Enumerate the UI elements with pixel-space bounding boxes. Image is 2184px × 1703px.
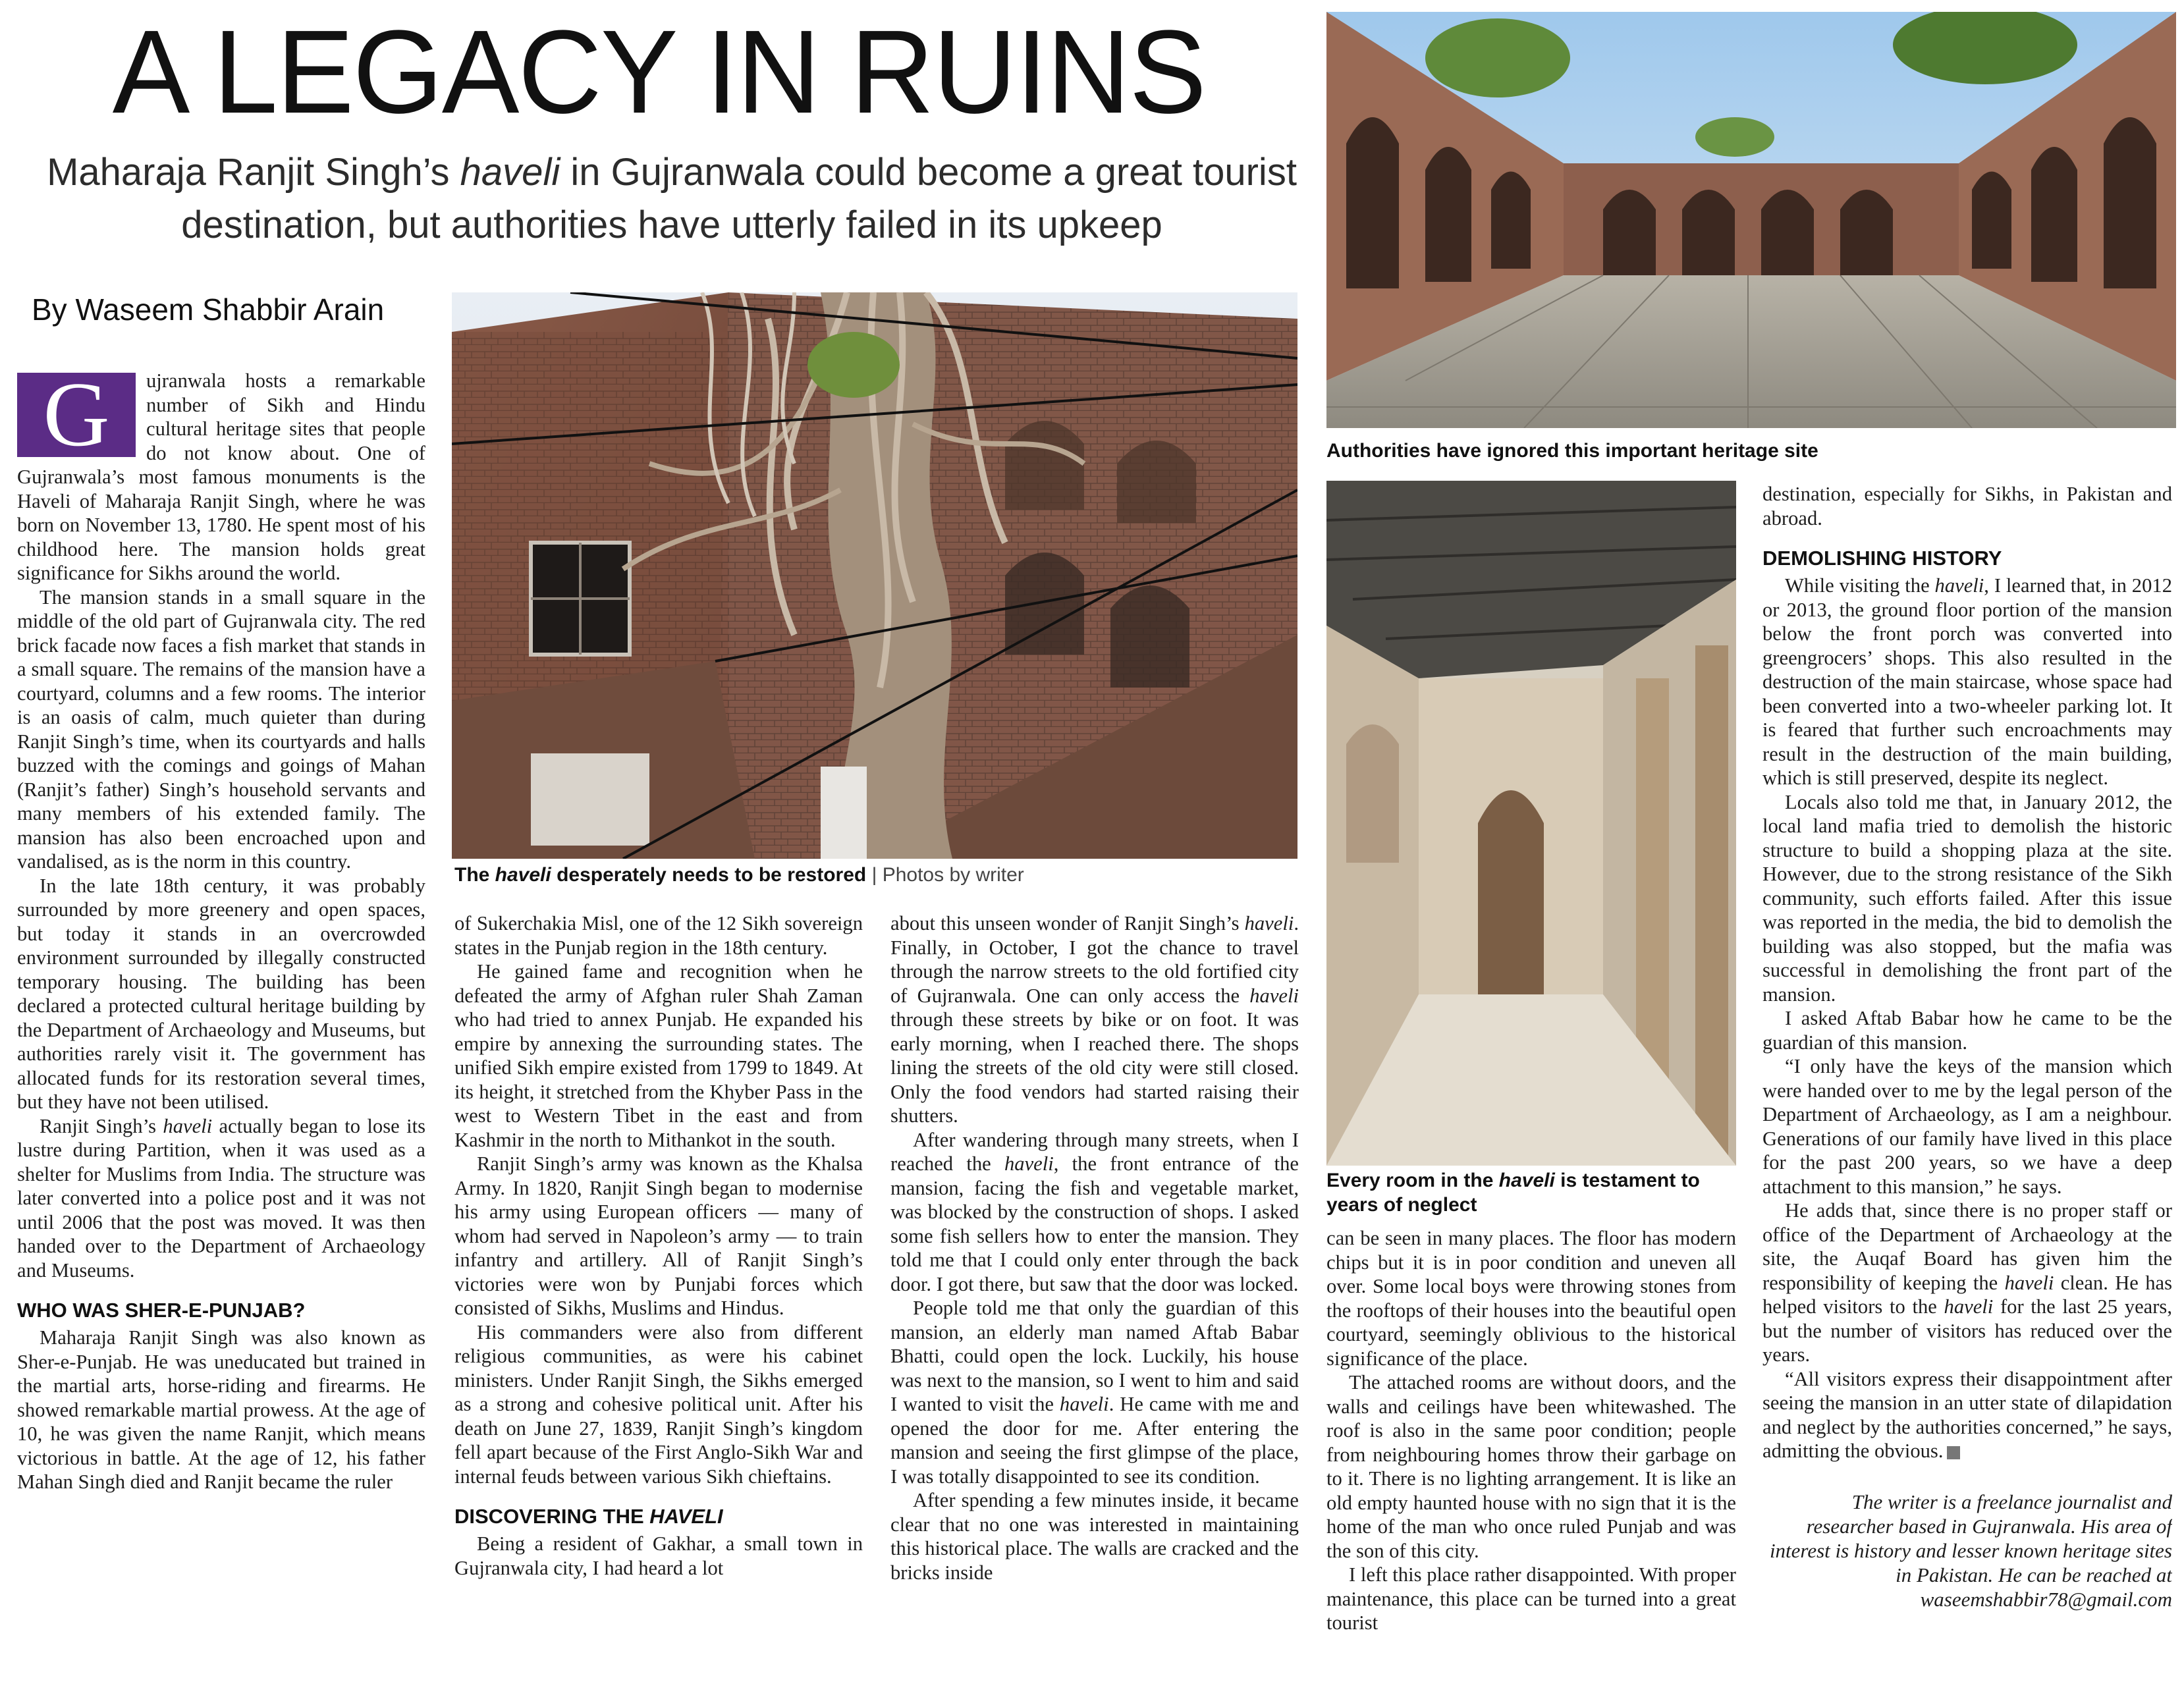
text: While visiting the [1785,574,1935,597]
caption-text: Every room in the [1326,1170,1499,1191]
italic-text: haveli [163,1114,213,1137]
byline: By Waseem Shabbir Arain [32,292,385,327]
italic-text: haveli [1249,984,1299,1007]
courtyard-photo [1326,12,2176,428]
section-heading [454,1504,863,1529]
paragraph [17,1114,425,1283]
room-photo-caption [1326,1168,1736,1217]
text: “All visitors express their disappointment after seeing the mansion in an utter state of dilapidation and neglect by the authorities concerned,” he says, admitting the obvious. [1762,1367,2172,1462]
paragraph: Being a resident of Gakhar, a small town in Gujranwala city, I had heard a lot [454,1532,863,1579]
paragraph [1762,574,2172,790]
paragraph: Locals also told me that, in January 2012, the local land mafia tried to demolish the historic structure to build a shopping plaza at the site. However, due to the strong resistance of the Sikh community, such efforts failed. After this issue was reported in the media, the bid to demolish the building was also stopped, but the mafia was successful in demolishing the front part of the mansion. [1762,790,2172,1006]
caption-italic: haveli [1498,1170,1555,1191]
paragraph: After spending a few minutes inside, it became clear that no one was interested in maintaining this historical place. The walls are cracked and the bricks inside [890,1489,1299,1584]
heading-text: DISCOVERING THE [454,1505,650,1528]
drop-cap: G [17,373,136,457]
subhead-italic: haveli [460,151,560,194]
text: , I learned that, in 2012 or 2013, the ground floor portion of the mansion below the front porch was converted into greengrocers’ shops. This also resulted in the destruction of the main staircase, whose space had been converted into a two-wheeler parking lot. It is feared that further such encroachments may result in the destruction of the main building, which is still preserved, despite its neglect. [1762,574,2172,789]
tree-haveli-illustration [452,292,1297,859]
subhead [26,146,1317,252]
text: He adds that, since there is no proper staff or office of the Department of Archaeology at the site, the Auqaf Board has given him the responsibility of keeping the [1762,1199,2172,1294]
author-bio: The writer is a freelance journalist and researcher based in Gujranwala. His area of interest is history and lesser known heritage sites in Pakistan. He can be reached at waseemshabbir78@gmail.com [1769,1490,2172,1611]
italic-text: haveli [1004,1152,1054,1175]
section-heading: WHO WAS SHER-E-PUNJAB? [17,1299,306,1322]
paragraph: I asked Aftab Babar how he came to be the guardian of this mansion. [1762,1007,2172,1054]
italic-text: haveli [1059,1393,1109,1415]
paragraph: The attached rooms are without doors, and the walls and ceilings have been whitewashed. The roof is also in the same poor condition; people from neighbouring homes throw their garbage on to it. There is no lighting arrangement. It is like an old empty haunted house with no sign that it is the home of the man who once ruled Punjab and was the son of this city. [1326,1371,1736,1562]
italic-text: haveli [1934,574,1984,597]
tree-haveli-photo [452,292,1297,859]
paragraph [890,1296,1299,1488]
italic-text: haveli [1944,1295,1994,1318]
paragraph: destination, especially for Sikhs, in Pakistan and abroad. [1762,483,2172,529]
text: , the front entrance of the mansion, facing the fish and vegetable market, was blocked by the construction of shops. I asked some fish sellers how to enter the mansion. They told me that I could only enter through the back door. I got there, but saw that the door was locked. [890,1152,1299,1295]
caption-text: The [454,864,495,886]
text: People told me that only the guardian of this mansion, an elderly man named Aftab Babar Bhatti, could open the lock. Luckily, his house was next to the mansion, so I went to him and said I wanted to visit the [890,1297,1299,1415]
paragraph: “I only have the keys of the mansion which were handed over to me by the legal person of the Department of Archaeology, as I am a neighbour. Generations of our family have lived in this place for the past 200 years, so we have a deep attachment to this mansion,” he says. [1762,1055,2172,1198]
photo-credit: | Photos by writer [866,864,1024,886]
paragraph [1762,1199,2172,1367]
text: Ranjit Singh’s [40,1114,163,1137]
text: through these streets by bike or on foot. It was early morning, when I reached there. The shops lining the streets of the old city were still closed. Only the food vendors had started raising their shutters. [890,1008,1299,1127]
end-mark-icon [1947,1446,1960,1459]
section-heading: DEMOLISHING HISTORY [1762,547,2002,570]
paragraph [890,911,1299,1128]
courtyard-photo-caption: Authorities have ignored this important heritage site [1326,440,1818,462]
caption-text: desperately needs to be restored [551,864,867,886]
caption-italic: haveli [495,864,551,886]
column-1 [17,369,425,1699]
text: After wandering through many streets, when I reached the [890,1128,1299,1175]
column-3 [890,911,1299,1699]
italic-text: haveli [2004,1271,2054,1294]
paragraph [1762,1367,2172,1463]
column-2 [454,911,863,1699]
paragraph: I left this place rather disappointed. With proper maintenance, this place can be turned into a great tourist [1326,1563,1736,1634]
column-4 [1326,1226,1736,1699]
room-photo [1326,481,1736,1166]
courtyard-illustration [1326,12,2176,428]
text: for the last 25 years, but the number of visitors has reduced over the years. [1762,1295,2172,1366]
paragraph: can be seen in many places. The floor has modern chips but it is in poor condition and uneven all over. Some local boys were throwing stones from the rooftops of their houses into the beautiful open courtyard, seemingly oblivious to the historical significance of the place. [1326,1227,1736,1370]
paragraph: Ranjit Singh’s army was known as the Khalsa Army. In 1820, Ranjit Singh began to modernise his army using European officers — many of whom had served in Napoleon’s army — to train infantry and artillery. All of Ranjit Singh’s victories were won by Punjabi forces which consisted of Sikhs, Muslims and Hindus. [454,1152,863,1319]
subhead-part1: Maharaja Ranjit Singh’s [47,151,460,194]
paragraph: The mansion stands in a small square in the middle of the old part of Gujranwala city. The red brick facade now faces a fish market that stands in a small square. The remains of the mansion have a courtyard, columns and a few rooms. The interior is an oasis of calm, much quieter than during Ranjit Singh’s time, when its courtyards and halls buzzed with the comings and goings of Mahan (Ranjit’s father) Singh’s household servants and many members of his extended family. The mansion has also been encroached upon and vandalised, as is the norm in this country. [17,585,425,873]
paragraph [890,1128,1299,1297]
headline: A LEGACY IN RUINS [112,6,1206,138]
heading-italic: HAVELI [649,1505,723,1528]
paragraph: ujranwala hosts a remarkable number of Sikh and Hindu cultural heritage sites that people do not know about. One of Gujranwala’s most famous monuments is the Haveli of Maharaja Ranjit Singh, where he was born on November 13, 1780. He spent most of his childhood here. The mansion holds great significance for Sikhs around the world. [17,369,425,584]
italic-text: haveli [1244,912,1294,934]
paragraph: He gained fame and recognition when he defeated the army of Afghan ruler Shah Zaman who had tried to annex Punjab. He expanded his empire by annexing the surrounding states. The unified Sikh empire existed from 1799 to 1849. At its height, it stretched from the Khyber Pass in the west to Western Tibet in the east and from Kashmir in the north to Mithankot in the south. [454,960,863,1151]
text: clean. He has helped visitors to the [1762,1271,2172,1318]
text: actually began to lose its lustre during Partition, when it was used as a shelter for Muslims from India. The structure was later converted into a police post and it was not until 2006 that the post was moved. It was then handed over to the Department of Archaeology and Museums. [17,1114,425,1282]
text: . Finally, in October, I got the chance to travel through the narrow streets to the old fortified city of Gujranwala. One can only access the [890,912,1299,1007]
subhead-part2: in Gujranwala could become a great tourist destination, but authorities have utterly failed in its upkeep [181,151,1297,246]
paragraph: of Sukerchakia Misl, one of the 12 Sikh sovereign states in the Punjab region in the 18th century. [454,912,863,959]
caption-text: is testament to years of neglect [1326,1170,1700,1216]
text: about this unseen wonder of Ranjit Singh’s [890,912,1245,934]
tree-photo-caption [454,863,1297,887]
column-5 [1762,482,2172,1699]
room-illustration [1326,481,1736,1166]
paragraph: His commanders were also from different religious communities, as were his cabinet ministers. Under Ranjit Singh, the Sikhs emerged as a strong and cohesive political unit. After his death on June 27, 1839, Ranjit Singh’s kingdom fell apart because of the First Anglo-Sikh War and internal feuds between various Sikh chieftains. [454,1320,863,1488]
paragraph: Maharaja Ranjit Singh was also known as Sher-e-Punjab. He was uneducated but trained in the martial arts, horse-riding and firearms. He showed remarkable martial prowess. At the age of 10, he was given the name Ranjit, which means victorious in battle. At the age of 12, his father Mahan Singh died and Ranjit became the ruler [17,1326,425,1493]
text: . He came with me and opened the door for me. After entering the mansion and seeing the first glimpse of the place, I was totally disappointed to see its condition. [890,1393,1299,1488]
paragraph: In the late 18th century, it was probably surrounded by more greenery and open spaces, but today it stands in an overcrowded environment surrounded by illegally constructed temporary housing. The building has been declared a protected cultural heritage building by the Department of Archaeology and Museums, but authorities rarely visit it. The government has allocated funds for its restoration several times, but they have not been utilised. [17,874,425,1113]
